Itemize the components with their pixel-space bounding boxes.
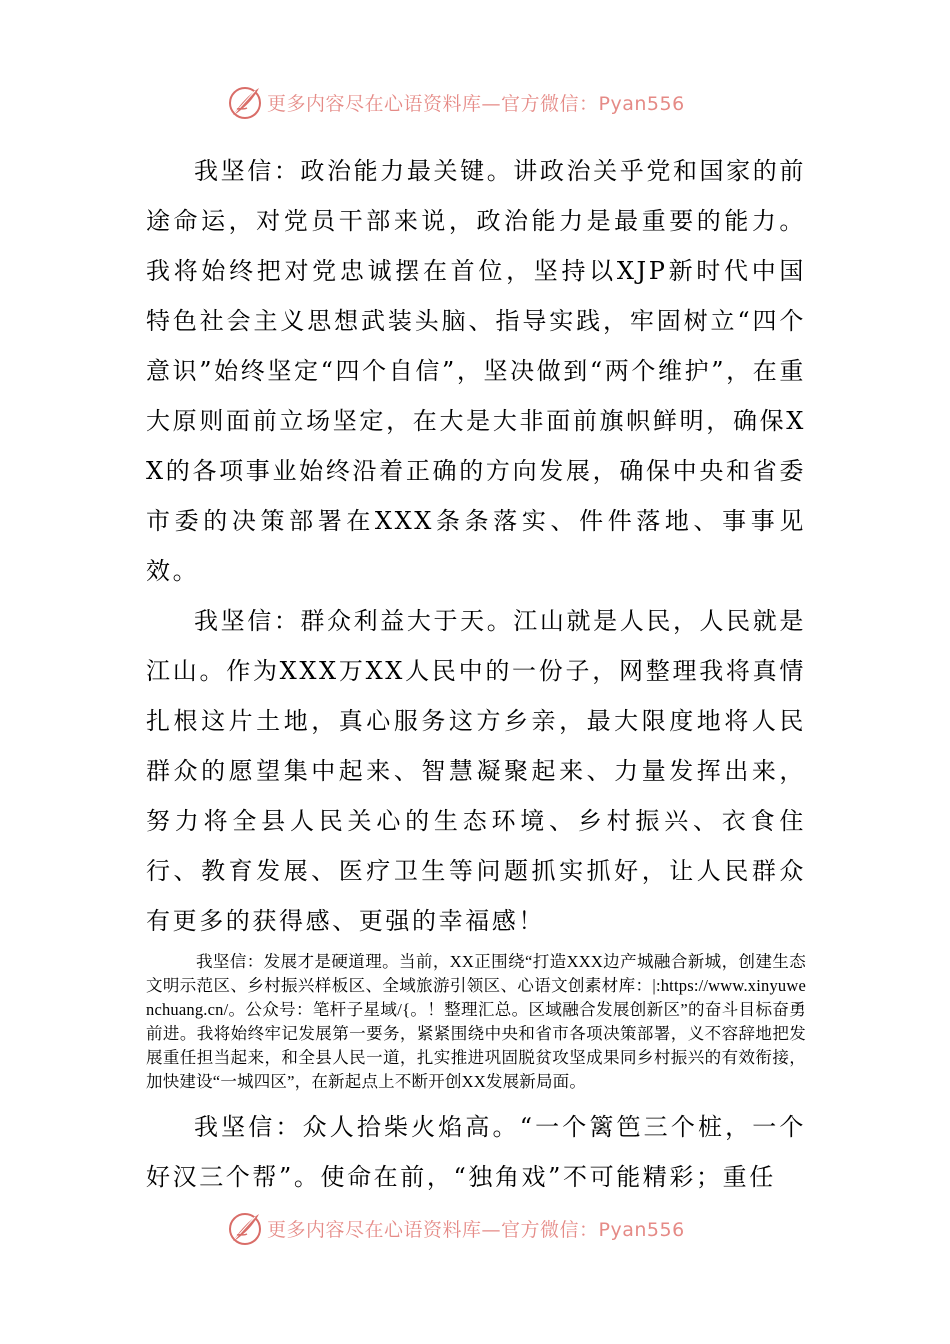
header-banner bbox=[225, 82, 725, 122]
paragraph-political-ability: 我坚信：政治能力最关键。讲政治关乎党和国家的前途命运，对党员干部来说，政治能力是最重要的能力。我将始终把对党忠诚摆在首位，坚持以XJP新时代中国特色社会主义思想武装头脑、指导实践，牢固树立“四个意识”始终坚定“四个自信”，坚决做到“两个维护”，在重大原则面前立场坚定，在大是大非面前旗帜鲜明，确保XX的各项事业始终沿着正确的方向发展，确保中央和省委市委的决策部署在XXX条条落实、件件落地、事事见效。 bbox=[146, 157, 806, 585]
banner-text: 更多内容尽在心语资料库—官方微信：Pyan556 bbox=[267, 1218, 685, 1241]
banner-text: 更多内容尽在心语资料库—官方微信：Pyan556 bbox=[267, 92, 685, 115]
paragraph-development: 我坚信：发展才是硬道理。当前，XX正围绕“打造XXX边产城融合新城，创建生态文明示范区、乡村振兴样板区、全域旅游引领区、心语文创素材库：|:https://www.xinyuwenchuang.cn/。公众号：笔杆子星域/{。！整理汇总。区域融合发展创新区”的奋斗目标奋勇前进。我将始终牢记发展第一要务，紧紧围绕中央和省市各项决策部署，义不容辞地把发展重任担当起来，和全县人民一道，扎实推进巩固脱贫攻坚成果同乡村振兴的有效衔接，加快建设“一城四区”，在新起点上不断开创XX发展新局面。 bbox=[146, 952, 806, 1091]
footer-banner bbox=[225, 1208, 725, 1248]
paragraph-teamwork: 我坚信：众人拾柴火焰高。“一个篱笆三个桩，一个好汉三个帮”。使命在前，“独角戏”不可能精彩；重任 bbox=[146, 1113, 806, 1191]
quill-seal-icon bbox=[225, 1208, 265, 1248]
paragraph-people-interests: 我坚信：群众利益大于天。江山就是人民，人民就是江山。作为XXX万XX人民中的一份子，网整理我将真情扎根这片土地，真心服务这方乡亲，最大限度地将人民群众的愿望集中起来、智慧凝聚起来、力量发挥出来，努力将全县人民关心的生态环境、乡村振兴、衣食住行、教育发展、医疗卫生等问题抓实抓好，让人民群众有更多的获得感、更强的幸福感！ bbox=[146, 607, 806, 935]
quill-seal-icon bbox=[225, 82, 265, 122]
document-body bbox=[146, 146, 806, 1202]
